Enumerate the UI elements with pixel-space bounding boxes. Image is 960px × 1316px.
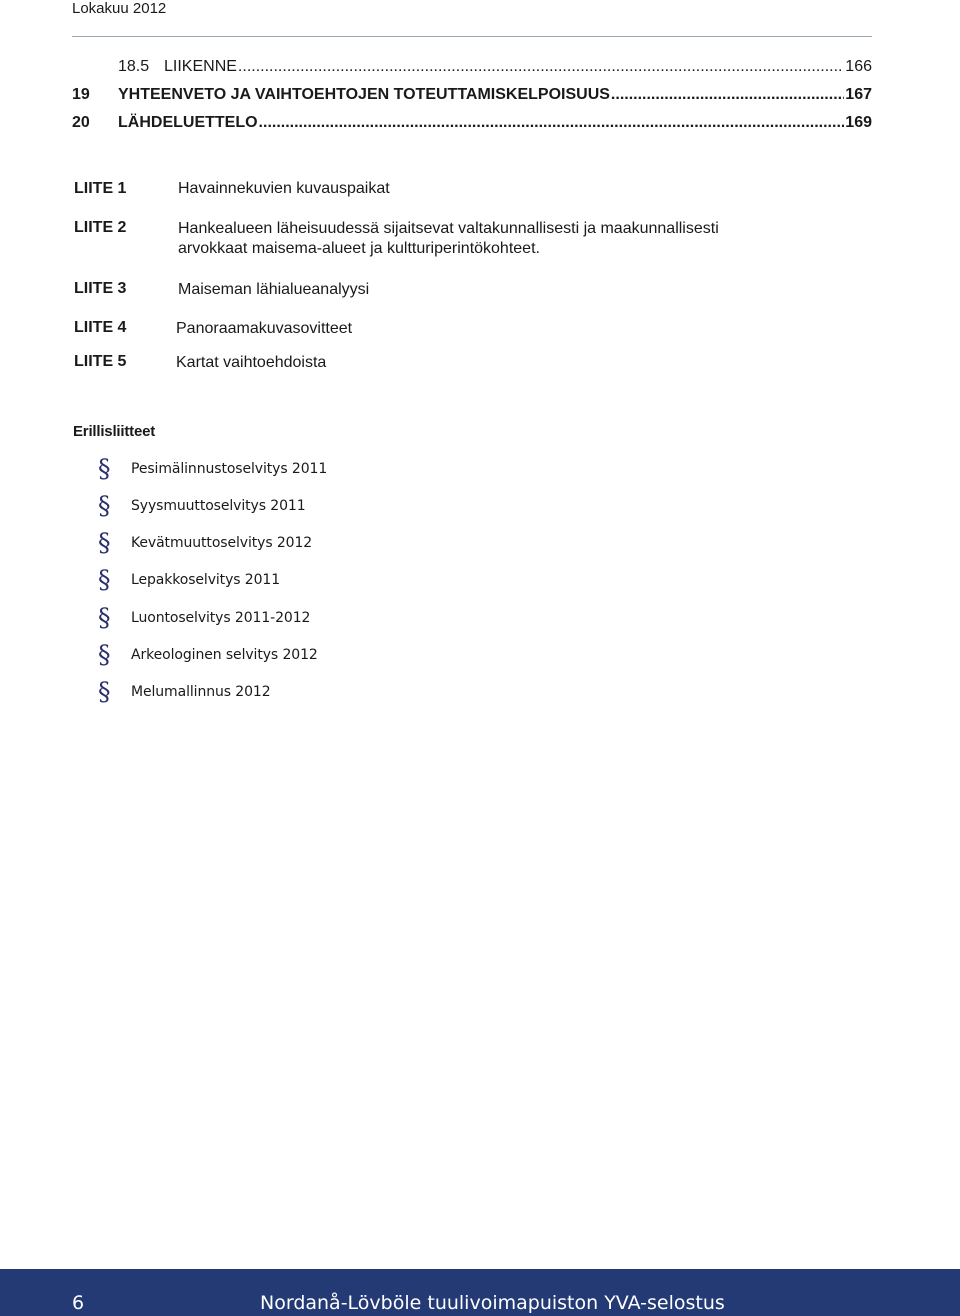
erillisliitteet-heading: Erillisliitteet [73, 423, 156, 440]
footer-page-number: 6 [72, 1292, 85, 1314]
liite-text: Panoraamakuvasovitteet [176, 320, 353, 337]
liite-text: Maiseman lähialueanalyysi [178, 281, 370, 298]
liite-text: Havainnekuvien kuvauspaikat [178, 180, 390, 197]
section-sign-icon: § [98, 491, 111, 520]
toc-page: 167 [845, 86, 872, 103]
list-item-text: Pesimälinnustoselvitys 2011 [131, 461, 328, 477]
list-item [98, 493, 306, 519]
liite-label: LIITE 3 [74, 280, 127, 297]
list-item [98, 605, 310, 631]
page-footer [0, 1269, 960, 1316]
list-item-text: Arkeologinen selvitys 2012 [131, 647, 318, 663]
toc-leader-dots [259, 114, 845, 132]
list-item [98, 456, 327, 482]
liite-label: LIITE 4 [74, 319, 127, 336]
toc-number: 19 [72, 86, 90, 103]
list-item [98, 530, 312, 556]
list-item-text: Lepakkoselvitys 2011 [131, 572, 281, 588]
list-item-text: Syysmuuttoselvitys 2011 [131, 498, 306, 514]
toc-page: 169 [845, 114, 872, 131]
liite-label: LIITE 1 [74, 180, 127, 197]
header-date: Lokakuu 2012 [72, 0, 167, 17]
footer-title: Nordanå-Lövböle tuulivoimapuiston YVA-selostus [260, 1292, 725, 1314]
section-sign-icon: § [98, 677, 111, 706]
toc-number: 18.5 [118, 58, 150, 75]
toc-entry[interactable] [72, 114, 872, 136]
section-sign-icon: § [98, 528, 111, 557]
toc-title: LIIKENNE [164, 58, 237, 75]
liite-text: Kartat vaihtoehdoista [176, 354, 327, 371]
list-item-text: Melumallinnus 2012 [131, 684, 271, 700]
list-item-text: Kevätmuuttoselvitys 2012 [131, 535, 313, 551]
list-item [98, 567, 280, 593]
toc-leader-dots [611, 86, 844, 104]
list-item [98, 642, 318, 668]
liite-text: Hankealueen läheisuudessä sijaitsevat valtakunnallisesti ja maakunnallisesti [178, 220, 719, 237]
toc-entry[interactable] [72, 58, 872, 80]
section-sign-icon: § [98, 640, 111, 669]
toc-title: YHTEENVETO JA VAIHTOEHTOJEN TOTEUTTAMISKELPOISUUS [118, 86, 610, 103]
liite-label: LIITE 5 [74, 353, 127, 370]
section-sign-icon: § [98, 454, 111, 483]
toc-page: 166 [845, 58, 872, 75]
liite-label: LIITE 2 [74, 219, 127, 236]
toc-number: 20 [72, 114, 90, 131]
liite-text-continued: arvokkaat maisema-alueet ja kultturiperintökohteet. [178, 240, 540, 257]
header-divider [72, 36, 872, 37]
toc-title: LÄHDELUETTELO [118, 114, 258, 131]
toc-entry[interactable] [72, 86, 872, 108]
list-item-text: Luontoselvitys 2011-2012 [131, 610, 311, 626]
section-sign-icon: § [98, 603, 111, 632]
toc-leader-dots [238, 58, 844, 76]
section-sign-icon: § [98, 565, 111, 594]
list-item [98, 679, 271, 705]
